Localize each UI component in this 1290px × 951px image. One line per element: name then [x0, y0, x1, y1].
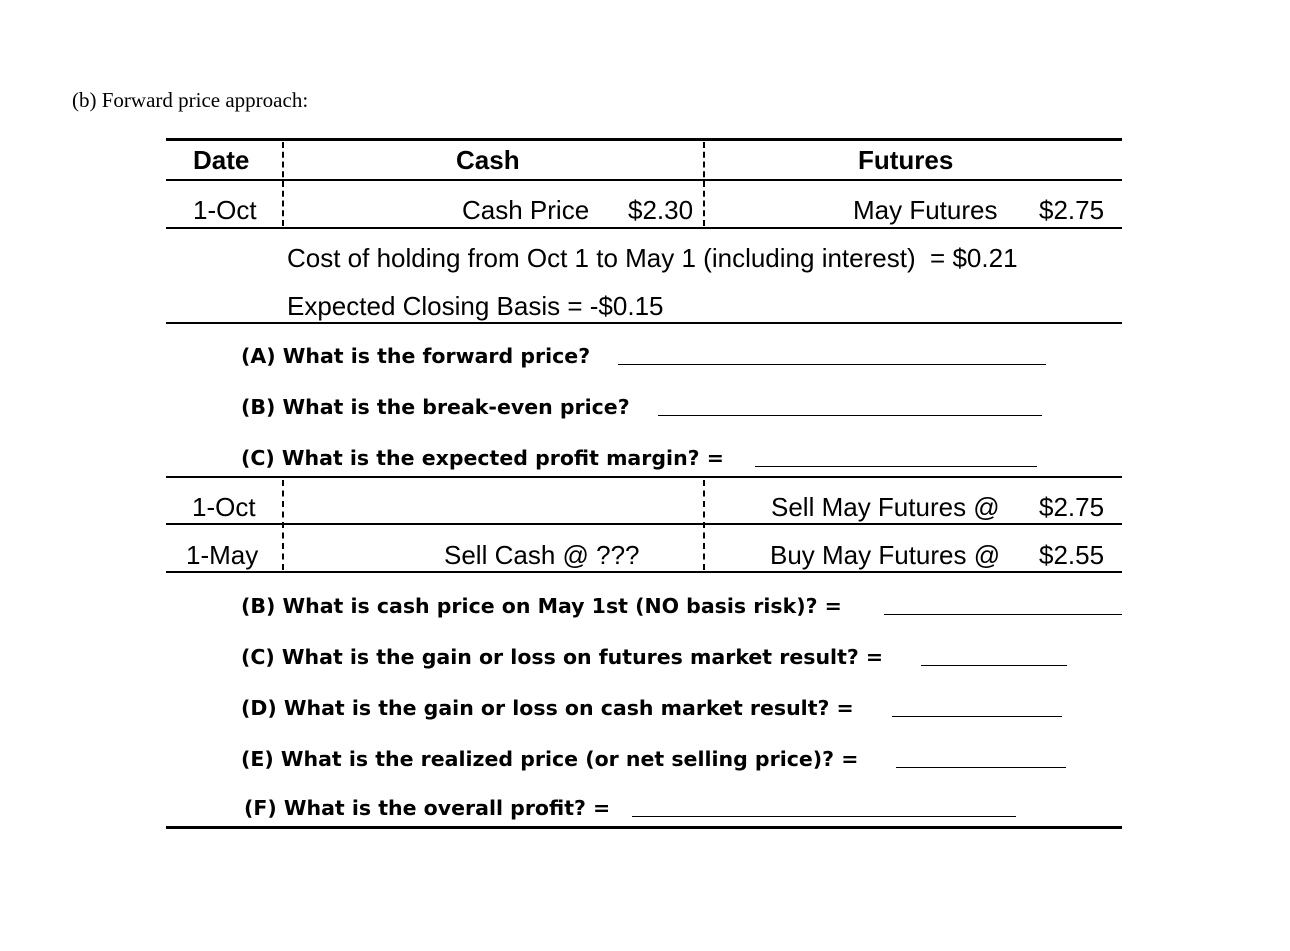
header-date: Date — [193, 145, 250, 175]
question-cash-result: (D) What is the gain or loss on cash market result? = — [241, 696, 854, 720]
answer-blank — [755, 466, 1037, 467]
question-break-even: (B) What is the break-even price? — [241, 395, 630, 419]
question-overall-profit: (F) What is the overall profit? = — [244, 796, 611, 820]
answer-blank — [618, 364, 1046, 365]
divider-date-cash — [282, 142, 284, 226]
divider-cash-futures — [703, 480, 705, 570]
row3-bottom-rule — [166, 571, 1122, 573]
answer-blank — [658, 415, 1042, 416]
row3-futures-value: $2.55 — [1039, 540, 1105, 570]
row1-date: 1-Oct — [193, 195, 257, 225]
row2-bottom-rule — [166, 523, 1122, 525]
cost-of-holding: Cost of holding from Oct 1 to May 1 (including interest) = $0.21 — [287, 243, 1018, 273]
question-profit-margin: (C) What is the expected profit margin? = — [241, 446, 724, 470]
row1-bottom-rule — [166, 227, 1122, 229]
header-cash: Cash — [456, 145, 520, 175]
question-cash-price-may: (B) What is cash price on May 1st (NO basis risk)? = — [241, 594, 842, 618]
expected-closing-basis: Expected Closing Basis = -$0.15 — [287, 291, 664, 321]
section-heading: (b) Forward price approach: — [72, 88, 309, 112]
row1-futures-label: May Futures — [853, 195, 998, 225]
answer-blank — [892, 716, 1062, 717]
header-bottom-rule — [166, 179, 1122, 181]
row1-cash-value: $2.30 — [628, 195, 694, 225]
answer-blank — [921, 665, 1067, 666]
question-forward-price: (A) What is the forward price? — [241, 344, 591, 368]
header-futures: Futures — [858, 145, 954, 175]
divider-cash-futures — [703, 142, 705, 226]
row1-futures-value: $2.75 — [1039, 195, 1105, 225]
row1-cash-label: Cash Price — [462, 195, 590, 225]
question-futures-result: (C) What is the gain or loss on futures market result? = — [241, 645, 884, 669]
row2-date: 1-Oct — [192, 492, 256, 522]
questions-bottom-rule — [166, 476, 1122, 478]
row3-futures-label: Buy May Futures @ — [770, 540, 1001, 570]
row3-date: 1-May — [186, 540, 259, 570]
row3-cash-label: Sell Cash @ ??? — [444, 540, 640, 570]
row2-futures-value: $2.75 — [1039, 492, 1105, 522]
table-bottom-rule — [166, 826, 1122, 829]
row2-futures-label: Sell May Futures @ — [771, 492, 1000, 522]
info-bottom-rule — [166, 322, 1122, 324]
table-top-rule — [166, 138, 1122, 141]
answer-blank — [896, 767, 1066, 768]
answer-blank — [632, 816, 1016, 817]
question-realized-price: (E) What is the realized price (or net selling price)? = — [241, 747, 859, 771]
divider-date-cash — [282, 480, 284, 570]
answer-blank — [884, 614, 1122, 615]
